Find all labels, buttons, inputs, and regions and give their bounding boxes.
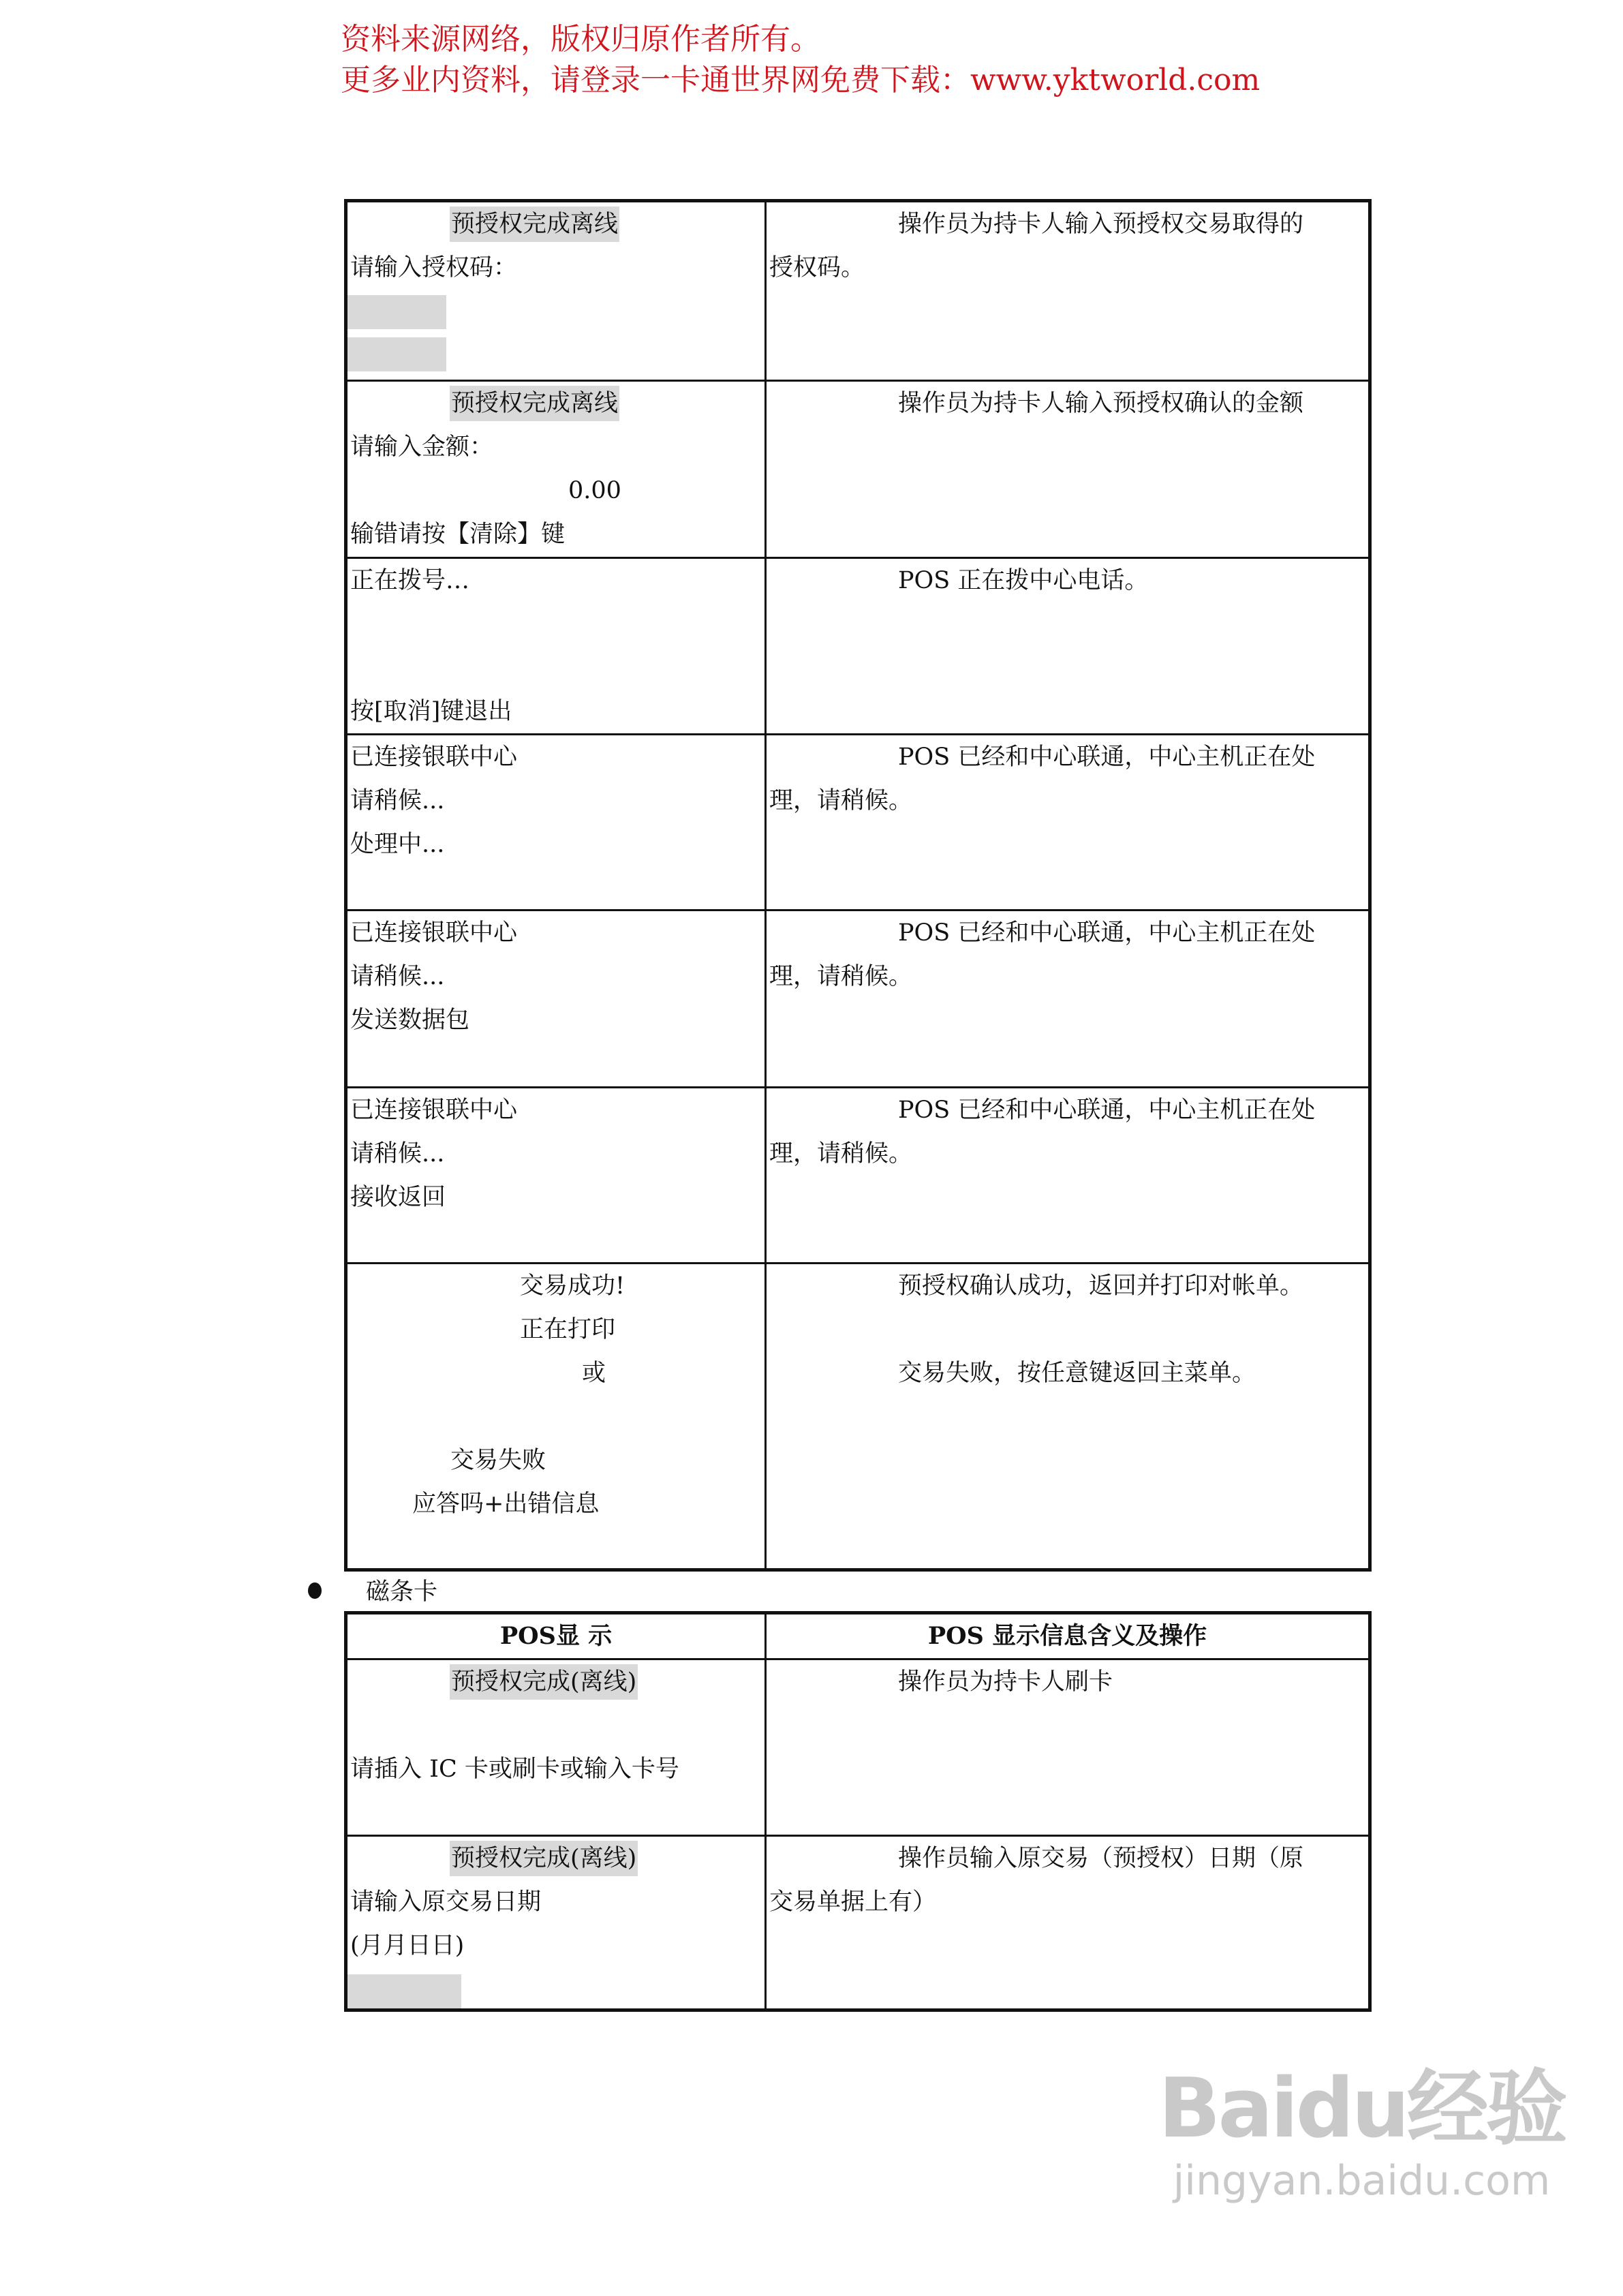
meaning-cell: [766, 735, 1370, 910]
prompt-text: 发送数据包: [350, 1007, 470, 1034]
prompt-text: 请输入授权码：: [350, 254, 518, 281]
meaning-cell: [766, 558, 1370, 735]
meaning-cell: [766, 910, 1370, 1088]
meaning-text: POS 已经和中心联通，中心主机正在处: [898, 919, 1316, 947]
meaning-text: 操作员为持卡人输入预授权交易取得的: [898, 211, 1304, 238]
prompt-text: 请输入原交易日期: [350, 1888, 542, 1916]
pos-display-cell: [346, 201, 766, 381]
pos-display-cell: [346, 1264, 766, 1570]
amount-value: 0.00: [568, 477, 621, 504]
meaning-text: 预授权确认成功，返回并打印对帐单。: [898, 1272, 1304, 1300]
bullet-icon: [308, 1582, 322, 1599]
prompt-text: 输错请按【清除】键: [350, 521, 566, 548]
section-label: 磁条卡: [366, 1578, 438, 1606]
table-row: [346, 558, 1370, 735]
meaning-text: 操作员为持卡人刷卡: [898, 1668, 1113, 1696]
pos-steps-table: [344, 199, 1372, 1572]
prompt-text: 请稍候...: [350, 787, 445, 814]
pos-display-cell: [346, 1836, 766, 2010]
meaning-cell: [766, 1088, 1370, 1264]
table-row: [346, 381, 1370, 558]
meaning-text: 操作员为持卡人输入预授权确认的金额: [898, 390, 1304, 417]
meaning-text: 操作员输入原交易（预授权）日期（原: [898, 1845, 1304, 1872]
table-row: [346, 1659, 1370, 1836]
prompt-text: 正在打印: [520, 1316, 616, 1343]
watermark-url: jingyan.baidu.com: [1173, 2157, 1551, 2205]
meaning-cell: [766, 1264, 1370, 1570]
meaning-cell: [766, 381, 1370, 558]
prompt-text: (月月日日): [350, 1932, 465, 1959]
meaning-text: 授权码。: [769, 254, 865, 281]
source-notice: 资料来源网络，版权归原作者所有。: [341, 22, 820, 57]
meaning-cell: [766, 1659, 1370, 1836]
table-row: [346, 910, 1370, 1088]
prompt-text: 已连接银联中心: [350, 1097, 518, 1124]
magstripe-table: [344, 1611, 1372, 2012]
meaning-text: 交易单据上有）: [769, 1888, 937, 1916]
meaning-text: POS 已经和中心联通，中心主机正在处: [898, 744, 1316, 771]
prompt-text: 已连接银联中心: [350, 744, 518, 771]
meaning-text: 理，请稍候。: [769, 1140, 913, 1167]
prompt-text: 或: [582, 1360, 606, 1387]
pos-display-cell: [346, 1088, 766, 1264]
prompt-text: 应答吗+出错信息: [412, 1490, 600, 1518]
meaning-cell: [766, 201, 1370, 381]
table-header-row: [346, 1613, 1370, 1659]
screen-title: 预授权完成(离线): [450, 1664, 638, 1700]
prompt-text: 请插入 IC 卡或刷卡或输入卡号: [350, 1756, 679, 1783]
prompt-text: 交易成功!: [520, 1272, 625, 1300]
screen-title: 预授权完成离线: [450, 386, 619, 421]
prompt-text: 请稍候...: [350, 1140, 445, 1167]
screen-title: 预授权完成离线: [450, 206, 619, 242]
prompt-text: 请稍候...: [350, 963, 445, 990]
pos-display-cell: [346, 735, 766, 910]
pos-display-cell: [346, 558, 766, 735]
pos-display-cell: [346, 381, 766, 558]
baidu-jingyan-watermark: [1158, 2062, 1565, 2208]
prompt-text: 处理中...: [350, 831, 445, 858]
watermark-logo: Baidu经验: [1158, 2062, 1565, 2156]
download-notice: 更多业内资料，请登录一卡通世界网免费下载：www.yktworld.com: [341, 63, 1261, 97]
table-row: [346, 201, 1370, 381]
meaning-text: 交易失败，按任意键返回主菜单。: [898, 1360, 1256, 1387]
meaning-text: 理，请稍候。: [769, 963, 913, 990]
prompt-text: 请输入金额：: [350, 433, 494, 461]
table-row: [346, 1836, 1370, 2010]
table-row: [346, 735, 1370, 910]
meaning-cell: [766, 1836, 1370, 2010]
column-header: POS 显示信息含义及操作: [766, 1613, 1370, 1659]
pos-display-cell: [346, 910, 766, 1088]
pos-display-cell: [346, 1659, 766, 1836]
prompt-text: 交易失败: [450, 1447, 546, 1474]
prompt-text: 接收返回: [350, 1184, 446, 1211]
table-row: [346, 1088, 1370, 1264]
meaning-text: POS 正在拨中心电话。: [898, 567, 1149, 594]
input-placeholder-box: [347, 1974, 461, 2008]
column-header: POS显 示: [346, 1613, 766, 1659]
meaning-text: 理，请稍候。: [769, 787, 913, 814]
prompt-text: 正在拨号…: [350, 567, 470, 594]
table-row: [346, 1264, 1370, 1570]
input-placeholder-box: [347, 295, 446, 329]
meaning-text: POS 已经和中心联通，中心主机正在处: [898, 1097, 1316, 1124]
prompt-text: 按[取消]键退出: [350, 698, 512, 725]
input-placeholder-box: [347, 337, 446, 371]
prompt-text: 已连接银联中心: [350, 919, 518, 947]
screen-title: 预授权完成(离线): [450, 1841, 638, 1876]
